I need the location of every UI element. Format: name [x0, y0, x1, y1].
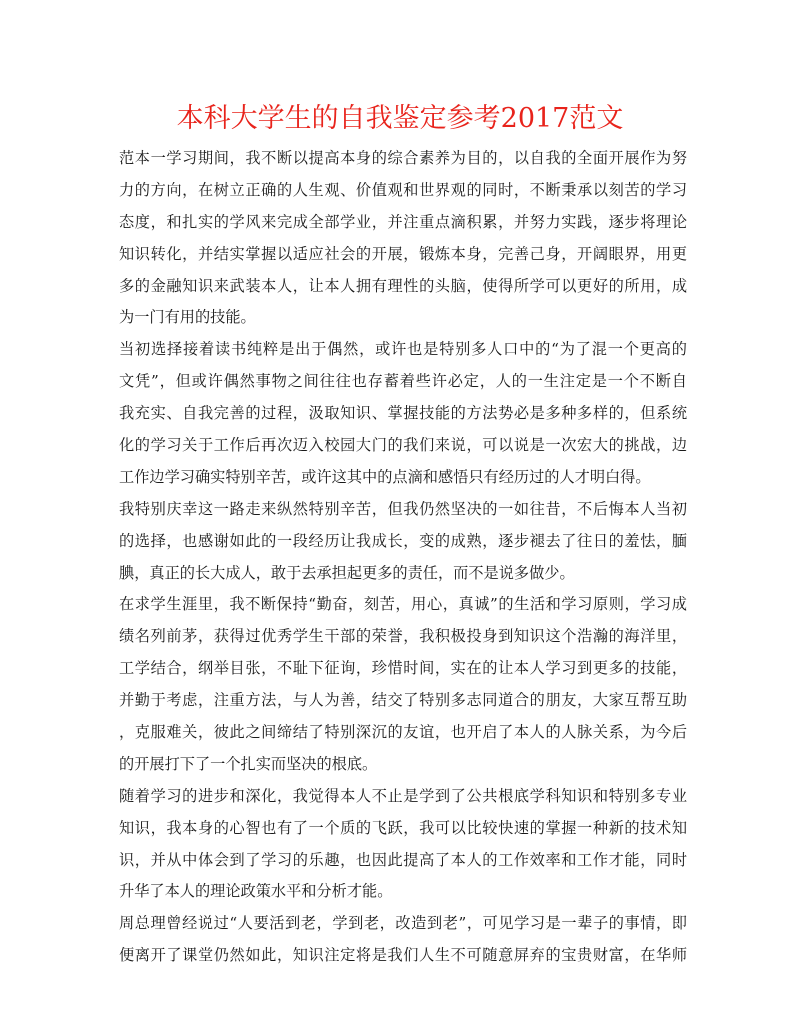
- text-line: 力的方向，在树立正确的人生观、价值观和世界观的同时，不断秉承以刻苦的学习: [119, 180, 687, 199]
- paragraph-1: [119, 143, 687, 334]
- text-line: 工学结合，纲举目张，不耻下征询，珍惜时间，实在的让本人学习到更多的技能，: [119, 659, 687, 678]
- text-line: 当初选择接着读书纯粹是出于偶然，或许也是特别多人口中的“为了混一个更高的: [119, 340, 687, 359]
- text-line: 识，并从中体会到了学习的乐趣，也因此提高了本人的工作效率和工作才能，同时: [119, 850, 687, 869]
- paragraph-5: [119, 781, 687, 909]
- text-line: 知识转化，并结实掌握以适应社会的开展，锻炼本身，完善己身，开阔眼界，用更: [119, 244, 687, 263]
- text-line: 周总理曾经说过“人要活到老，学到老，改造到老”，可见学习是一辈子的事情，即: [119, 914, 687, 933]
- text-line: 随着学习的进步和深化，我觉得本人不止是学到了公共根底学科知识和特别多专业: [119, 786, 687, 805]
- text-line: 态度，和扎实的学风来完成全部学业，并注重点滴积累，并努力实践，逐步将理论: [119, 212, 687, 231]
- text-line: 为一门有用的技能。: [119, 308, 256, 327]
- text-line: 知识，我本身的心智也有了一个质的飞跃，我可以比较快速的掌握一种新的技术知: [119, 818, 687, 837]
- paragraph-6: [119, 908, 687, 972]
- paragraph-4: [119, 589, 687, 780]
- text-line: 的选择，也感谢如此的一段经历让我成长，变的成熟，逐步褪去了往日的羞怯，腼: [119, 531, 687, 550]
- paragraph-3: [119, 494, 687, 590]
- paragraph-2: [119, 334, 687, 493]
- text-line: 绩名列前茅，获得过优秀学生干部的荣誉，我积极投身到知识这个浩瀚的海洋里，: [119, 627, 687, 646]
- text-line: 多的金融知识来武装本人，让本人拥有理性的头脑，使得所学可以更好的所用，成: [119, 276, 687, 295]
- text-line: 并勤于考虑，注重方法，与人为善，结交了特别多志同道合的朋友，大家互帮互助: [119, 691, 687, 710]
- text-line: 我特别庆幸这一路走来纵然特别辛苦，但我仍然坚决的一如往昔，不后悔本人当初: [119, 499, 687, 518]
- text-line: 的开展打下了一个扎实而坚决的根底。: [119, 754, 378, 773]
- text-line: 化的学习关于工作后再次迈入校园大门的我们来说，可以说是一次宏大的挑战，边: [119, 436, 687, 455]
- text-line: 范本一学习期间，我不断以提高本身的综合素养为目的，以自我的全面开展作为努: [119, 149, 687, 167]
- text-line: ，克服难关，彼此之间缔结了特别深沉的友谊，也开启了本人的人脉关系，为今后: [119, 723, 687, 742]
- text-line: 在求学生涯里，我不断保持“勤奋，刻苦，用心，真诚”的生活和学习原则，学习成: [119, 595, 687, 614]
- text-line: 腆，真正的长大成人，敢于去承担起更多的责任，而不是说多做少。: [119, 563, 575, 582]
- text-line: 我充实、自我完善的过程，汲取知识、掌握技能的方法势必是多种多样的，但系统: [119, 404, 687, 423]
- text-line: 工作边学习确实特别辛苦，或许这其中的点滴和感悟只有经历过的人才明白得。: [119, 467, 651, 486]
- text-line: 升华了本人的理论政策水平和分析才能。: [119, 882, 393, 901]
- text-line: 文凭”，但或许偶然事物之间往往也存蓄着些许必定，人的一生注定是一个不断自: [119, 372, 687, 391]
- document-body: [119, 143, 687, 972]
- document-title: 本科大学生的自我鉴定参考2017范文: [176, 103, 624, 134]
- text-line: 便离开了课堂仍然如此，知识注定将是我们人生不可随意屏弃的宝贵财富，在华师: [119, 946, 687, 965]
